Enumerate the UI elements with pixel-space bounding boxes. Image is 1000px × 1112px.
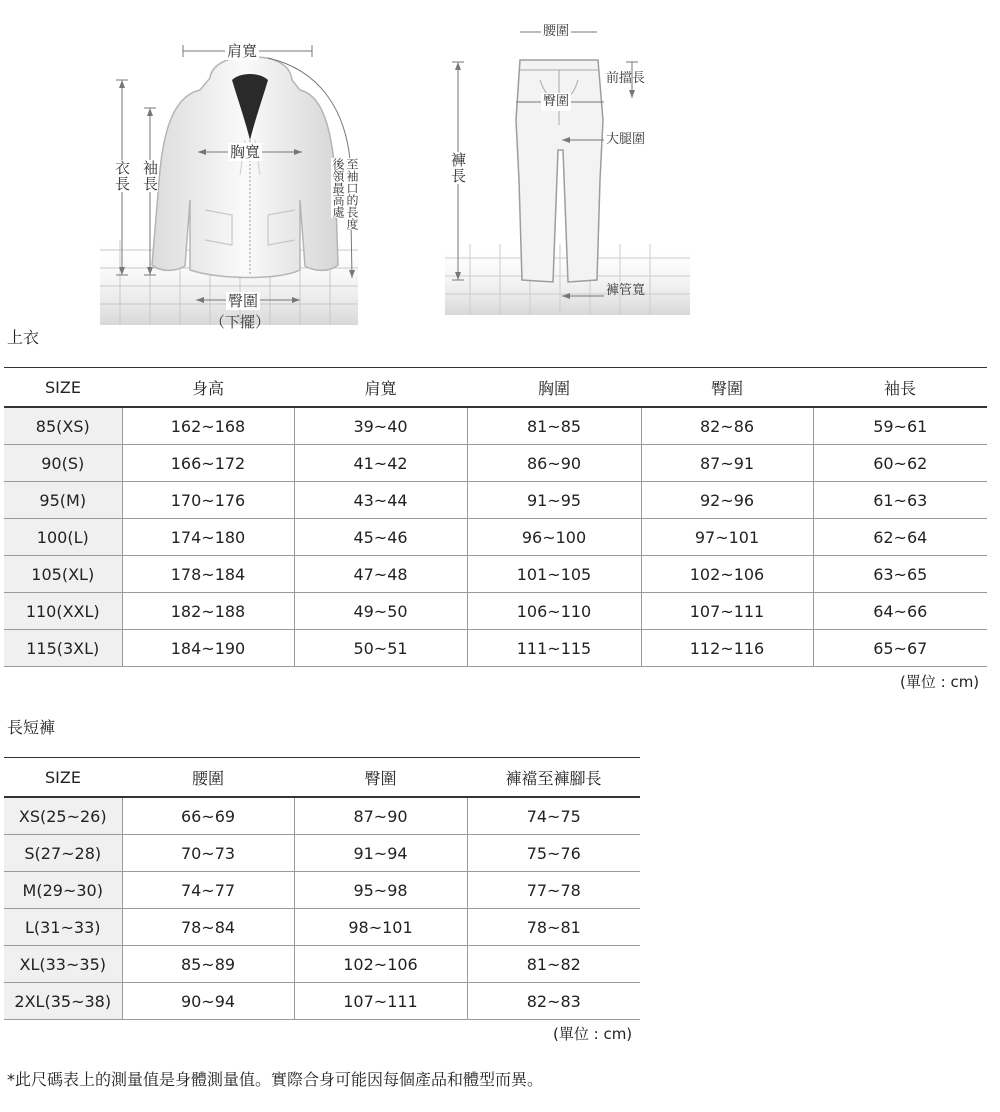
table-cell: 39~40 bbox=[294, 407, 467, 445]
front-rise-label: 前擋長 bbox=[606, 71, 646, 86]
pants-section-title: 長短褲 bbox=[7, 718, 56, 737]
size-cell: 105(XL) bbox=[4, 556, 122, 593]
pants-length-label: 褲長 bbox=[449, 152, 467, 184]
chest-width-label: 胸寬 bbox=[230, 143, 261, 161]
table-cell: 45~46 bbox=[294, 519, 467, 556]
table-row bbox=[4, 630, 987, 667]
measurement-diagram bbox=[0, 0, 1000, 340]
size-cell: 2XL(35~38) bbox=[4, 983, 122, 1020]
table-cell: 101~105 bbox=[467, 556, 641, 593]
table-cell: 43~44 bbox=[294, 482, 467, 519]
body-length-label: 衣長 bbox=[113, 160, 131, 192]
header-height: 身高 bbox=[122, 368, 294, 408]
header-size: SIZE bbox=[4, 368, 122, 408]
table-cell: 41~42 bbox=[294, 445, 467, 482]
size-cell: 90(S) bbox=[4, 445, 122, 482]
table-row bbox=[4, 593, 987, 630]
table-header-row bbox=[4, 758, 640, 798]
top-size-table bbox=[4, 367, 987, 667]
table-cell: 166~172 bbox=[122, 445, 294, 482]
table-cell: 78~84 bbox=[122, 909, 294, 946]
table-cell: 82~83 bbox=[467, 983, 640, 1020]
hip-label: 臀圍 bbox=[543, 94, 570, 109]
table-cell: 178~184 bbox=[122, 556, 294, 593]
size-cell: XS(25~26) bbox=[4, 797, 122, 835]
back-neck-label: 後領最高處 bbox=[331, 158, 345, 218]
table-cell: 96~100 bbox=[467, 519, 641, 556]
table-cell: 81~85 bbox=[467, 407, 641, 445]
table-cell: 47~48 bbox=[294, 556, 467, 593]
size-cell: 100(L) bbox=[4, 519, 122, 556]
top-unit-note: (單位 : cm) bbox=[900, 673, 980, 691]
table-cell: 95~98 bbox=[294, 872, 467, 909]
table-cell: 75~76 bbox=[467, 835, 640, 872]
pants-unit-note: (單位 : cm) bbox=[553, 1025, 633, 1043]
table-cell: 86~90 bbox=[467, 445, 641, 482]
table-header-row bbox=[4, 368, 987, 408]
table-cell: 74~75 bbox=[467, 797, 640, 835]
table-cell: 64~66 bbox=[813, 593, 987, 630]
table-row bbox=[4, 482, 987, 519]
shoulder-width-label: 肩寬 bbox=[227, 42, 258, 60]
table-cell: 90~94 bbox=[122, 983, 294, 1020]
table-cell: 74~77 bbox=[122, 872, 294, 909]
header-hip: 臀圍 bbox=[294, 758, 467, 798]
table-cell: 70~73 bbox=[122, 835, 294, 872]
size-cell: 110(XXL) bbox=[4, 593, 122, 630]
size-cell: S(27~28) bbox=[4, 835, 122, 872]
thigh-label: 大腿圍 bbox=[606, 132, 646, 147]
table-cell: 77~78 bbox=[467, 872, 640, 909]
table-row bbox=[4, 909, 640, 946]
hem-note-label: （下擺） bbox=[210, 313, 271, 331]
table-cell: 59~61 bbox=[813, 407, 987, 445]
header-shoulder: 肩寬 bbox=[294, 368, 467, 408]
table-cell: 107~111 bbox=[641, 593, 813, 630]
size-cell: XL(33~35) bbox=[4, 946, 122, 983]
neck-to-cuff-label: 至袖口的長度 bbox=[345, 158, 359, 230]
table-row bbox=[4, 872, 640, 909]
size-cell: 95(M) bbox=[4, 482, 122, 519]
table-cell: 63~65 bbox=[813, 556, 987, 593]
table-cell: 111~115 bbox=[467, 630, 641, 667]
pants-size-table bbox=[4, 757, 640, 1020]
table-row bbox=[4, 835, 640, 872]
table-cell: 85~89 bbox=[122, 946, 294, 983]
table-row bbox=[4, 445, 987, 482]
header-chest: 胸圍 bbox=[467, 368, 641, 408]
table-row bbox=[4, 946, 640, 983]
table-cell: 170~176 bbox=[122, 482, 294, 519]
table-cell: 87~90 bbox=[294, 797, 467, 835]
table-cell: 65~67 bbox=[813, 630, 987, 667]
table-row bbox=[4, 797, 640, 835]
table-cell: 66~69 bbox=[122, 797, 294, 835]
table-cell: 174~180 bbox=[122, 519, 294, 556]
header-hip: 臀圍 bbox=[641, 368, 813, 408]
table-cell: 112~116 bbox=[641, 630, 813, 667]
table-cell: 102~106 bbox=[294, 946, 467, 983]
table-cell: 182~188 bbox=[122, 593, 294, 630]
table-cell: 49~50 bbox=[294, 593, 467, 630]
table-cell: 78~81 bbox=[467, 909, 640, 946]
table-cell: 184~190 bbox=[122, 630, 294, 667]
table-cell: 50~51 bbox=[294, 630, 467, 667]
table-cell: 91~94 bbox=[294, 835, 467, 872]
leg-opening-label: 褲管寬 bbox=[606, 283, 646, 298]
sleeve-length-label: 袖長 bbox=[141, 160, 159, 192]
table-cell: 60~62 bbox=[813, 445, 987, 482]
table-cell: 61~63 bbox=[813, 482, 987, 519]
table-row bbox=[4, 556, 987, 593]
table-cell: 106~110 bbox=[467, 593, 641, 630]
table-cell: 81~82 bbox=[467, 946, 640, 983]
table-cell: 102~106 bbox=[641, 556, 813, 593]
table-row bbox=[4, 407, 987, 445]
size-cell: L(31~33) bbox=[4, 909, 122, 946]
waist-label: 腰圍 bbox=[543, 24, 570, 39]
table-cell: 82~86 bbox=[641, 407, 813, 445]
table-cell: 62~64 bbox=[813, 519, 987, 556]
top-section-title: 上衣 bbox=[7, 328, 40, 347]
table-cell: 162~168 bbox=[122, 407, 294, 445]
table-cell: 107~111 bbox=[294, 983, 467, 1020]
table-cell: 92~96 bbox=[641, 482, 813, 519]
table-row bbox=[4, 519, 987, 556]
table-cell: 97~101 bbox=[641, 519, 813, 556]
header-size: SIZE bbox=[4, 758, 122, 798]
table-cell: 98~101 bbox=[294, 909, 467, 946]
table-cell: 87~91 bbox=[641, 445, 813, 482]
table-row bbox=[4, 983, 640, 1020]
jacket-illustration bbox=[152, 57, 338, 277]
disclaimer-note: *此尺碼表上的測量值是身體測量值。實際合身可能因每個產品和體型而異。 bbox=[7, 1070, 544, 1089]
header-inseam: 褲襠至褲腳長 bbox=[467, 758, 640, 798]
table-cell: 91~95 bbox=[467, 482, 641, 519]
size-cell: M(29~30) bbox=[4, 872, 122, 909]
header-sleeve: 袖長 bbox=[813, 368, 987, 408]
hem-label: 臀圍 bbox=[228, 292, 259, 310]
size-cell: 115(3XL) bbox=[4, 630, 122, 667]
size-cell: 85(XS) bbox=[4, 407, 122, 445]
header-waist: 腰圍 bbox=[122, 758, 294, 798]
